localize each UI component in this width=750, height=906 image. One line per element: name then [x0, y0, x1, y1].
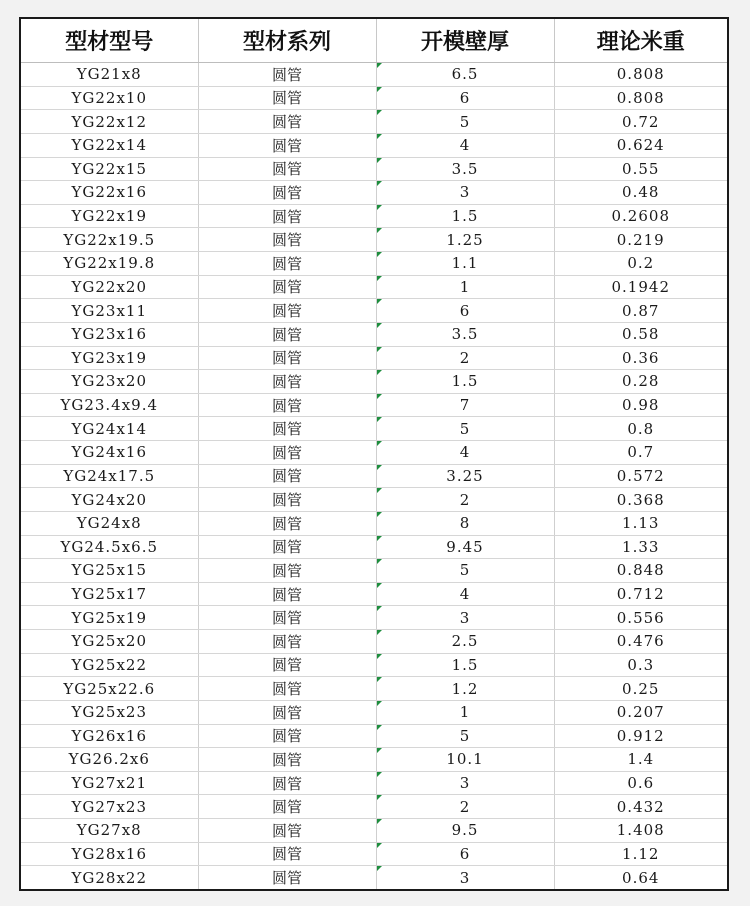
cell-weight-per-meter[interactable]: 0.808 [554, 63, 727, 87]
cell-series[interactable]: 圆管 [198, 370, 376, 394]
cell-series[interactable]: 圆管 [198, 724, 376, 748]
cell-wall-thickness[interactable]: 1.2 [376, 677, 554, 701]
cell-series[interactable]: 圆管 [198, 110, 376, 134]
header-weight-per-meter: 理论米重 [554, 19, 727, 63]
cell-weight-per-meter[interactable]: 0.8 [554, 417, 727, 441]
cell-model[interactable]: YG25x23 [21, 700, 198, 724]
cell-weight-per-meter[interactable]: 0.25 [554, 677, 727, 701]
table-row [21, 795, 727, 819]
cell-wall-thickness[interactable]: 6 [376, 86, 554, 110]
cell-wall-thickness[interactable]: 8 [376, 511, 554, 535]
table-row [21, 275, 727, 299]
cell-model[interactable]: YG24.5x6.5 [21, 535, 198, 559]
cell-model[interactable]: YG25x20 [21, 630, 198, 654]
cell-series[interactable]: 圆管 [198, 630, 376, 654]
cell-wall-thickness[interactable]: 2 [376, 795, 554, 819]
cell-series[interactable]: 圆管 [198, 653, 376, 677]
cell-series[interactable]: 圆管 [198, 819, 376, 843]
cell-weight-per-meter[interactable]: 0.556 [554, 606, 727, 630]
cell-weight-per-meter[interactable]: 0.368 [554, 488, 727, 512]
cell-weight-per-meter[interactable]: 1.12 [554, 842, 727, 866]
cell-series[interactable]: 圆管 [198, 748, 376, 772]
cell-series[interactable]: 圆管 [198, 677, 376, 701]
cell-wall-thickness[interactable]: 3.5 [376, 322, 554, 346]
table-row [21, 228, 727, 252]
cell-wall-thickness[interactable]: 1.25 [376, 228, 554, 252]
cell-weight-per-meter[interactable]: 0.98 [554, 393, 727, 417]
cell-model[interactable]: YG28x22 [21, 866, 198, 889]
cell-wall-thickness[interactable]: 3.25 [376, 464, 554, 488]
cell-wall-thickness[interactable]: 3 [376, 771, 554, 795]
cell-series[interactable]: 圆管 [198, 606, 376, 630]
cell-model[interactable]: YG24x20 [21, 488, 198, 512]
header-model: 型材型号 [21, 19, 198, 63]
table-row [21, 110, 727, 134]
header-wall-thickness: 开模壁厚 [376, 19, 554, 63]
profile-spec-table [21, 19, 727, 889]
cell-series[interactable]: 圆管 [198, 133, 376, 157]
cell-weight-per-meter[interactable]: 1.4 [554, 748, 727, 772]
table-body [21, 63, 727, 889]
cell-series[interactable]: 圆管 [198, 157, 376, 181]
table-row [21, 606, 727, 630]
cell-series[interactable]: 圆管 [198, 511, 376, 535]
cell-weight-per-meter[interactable]: 1.408 [554, 819, 727, 843]
cell-series[interactable]: 圆管 [198, 582, 376, 606]
cell-wall-thickness[interactable]: 5 [376, 417, 554, 441]
cell-wall-thickness[interactable]: 2 [376, 488, 554, 512]
cell-weight-per-meter[interactable]: 0.2608 [554, 204, 727, 228]
cell-weight-per-meter[interactable]: 0.432 [554, 795, 727, 819]
cell-wall-thickness[interactable]: 2.5 [376, 630, 554, 654]
table-row [21, 582, 727, 606]
cell-wall-thickness[interactable]: 6 [376, 299, 554, 323]
cell-weight-per-meter[interactable]: 0.28 [554, 370, 727, 394]
cell-weight-per-meter[interactable]: 0.808 [554, 86, 727, 110]
cell-model[interactable]: YG22x19 [21, 204, 198, 228]
cell-wall-thickness[interactable]: 5 [376, 110, 554, 134]
cell-series[interactable]: 圆管 [198, 488, 376, 512]
cell-wall-thickness[interactable]: 4 [376, 582, 554, 606]
cell-wall-thickness[interactable]: 7 [376, 393, 554, 417]
cell-weight-per-meter[interactable]: 0.207 [554, 700, 727, 724]
cell-series[interactable]: 圆管 [198, 535, 376, 559]
cell-model[interactable]: YG22x20 [21, 275, 198, 299]
cell-model[interactable]: YG26x16 [21, 724, 198, 748]
cell-weight-per-meter[interactable]: 0.3 [554, 653, 727, 677]
table-row [21, 653, 727, 677]
cell-model[interactable]: YG23x20 [21, 370, 198, 394]
cell-weight-per-meter[interactable]: 0.55 [554, 157, 727, 181]
table-row [21, 677, 727, 701]
table-row [21, 842, 727, 866]
table-row [21, 181, 727, 205]
cell-series[interactable]: 圆管 [198, 417, 376, 441]
cell-wall-thickness[interactable]: 4 [376, 133, 554, 157]
cell-series[interactable]: 圆管 [198, 441, 376, 465]
table-row [21, 441, 727, 465]
cell-weight-per-meter[interactable]: 0.7 [554, 441, 727, 465]
cell-model[interactable]: YG27x8 [21, 819, 198, 843]
cell-model[interactable]: YG27x23 [21, 795, 198, 819]
cell-series[interactable]: 圆管 [198, 275, 376, 299]
cell-wall-thickness[interactable]: 1.5 [376, 370, 554, 394]
cell-wall-thickness[interactable]: 4 [376, 441, 554, 465]
cell-series[interactable]: 圆管 [198, 204, 376, 228]
table-row [21, 370, 727, 394]
header-series: 型材系列 [198, 19, 376, 63]
cell-model[interactable]: YG22x19.8 [21, 252, 198, 276]
table-row [21, 771, 727, 795]
cell-model[interactable]: YG23x16 [21, 322, 198, 346]
cell-model[interactable]: YG28x16 [21, 842, 198, 866]
cell-model[interactable]: YG25x17 [21, 582, 198, 606]
cell-series[interactable]: 圆管 [198, 795, 376, 819]
cell-weight-per-meter[interactable]: 0.712 [554, 582, 727, 606]
cell-series[interactable]: 圆管 [198, 322, 376, 346]
cell-series[interactable]: 圆管 [198, 464, 376, 488]
cell-model[interactable]: YG23x19 [21, 346, 198, 370]
cell-model[interactable]: YG22x14 [21, 133, 198, 157]
cell-model[interactable]: YG25x19 [21, 606, 198, 630]
table-row [21, 630, 727, 654]
cell-series[interactable]: 圆管 [198, 393, 376, 417]
table-row [21, 866, 727, 889]
cell-weight-per-meter[interactable]: 0.36 [554, 346, 727, 370]
cell-weight-per-meter[interactable]: 0.87 [554, 299, 727, 323]
cell-weight-per-meter[interactable]: 0.572 [554, 464, 727, 488]
cell-series[interactable]: 圆管 [198, 86, 376, 110]
header-row [21, 19, 727, 63]
cell-wall-thickness[interactable]: 6.5 [376, 63, 554, 87]
table-row [21, 417, 727, 441]
cell-wall-thickness[interactable]: 1.5 [376, 653, 554, 677]
table-row [21, 559, 727, 583]
table-row [21, 488, 727, 512]
cell-model[interactable]: YG22x10 [21, 86, 198, 110]
cell-wall-thickness[interactable]: 3.5 [376, 157, 554, 181]
cell-model[interactable]: YG24x14 [21, 417, 198, 441]
cell-model[interactable]: YG27x21 [21, 771, 198, 795]
cell-weight-per-meter[interactable]: 0.624 [554, 133, 727, 157]
cell-weight-per-meter[interactable]: 0.48 [554, 181, 727, 205]
table-row [21, 204, 727, 228]
table-row [21, 346, 727, 370]
cell-wall-thickness[interactable]: 9.5 [376, 819, 554, 843]
table-row [21, 511, 727, 535]
table-row [21, 133, 727, 157]
cell-weight-per-meter[interactable]: 0.219 [554, 228, 727, 252]
cell-series[interactable]: 圆管 [198, 346, 376, 370]
cell-weight-per-meter[interactable]: 0.64 [622, 868, 660, 887]
table-row [21, 63, 727, 87]
cell-weight-per-meter[interactable]: 0.1942 [554, 275, 727, 299]
cell-wall-thickness[interactable]: 5 [376, 559, 554, 583]
cell-wall-thickness[interactable]: 1.1 [376, 252, 554, 276]
cell-series[interactable]: 圆管 [198, 63, 376, 87]
cell-weight-per-meter[interactable]: 0.6 [554, 771, 727, 795]
table-row [21, 86, 727, 110]
table-row [21, 819, 727, 843]
cell-model[interactable]: YG25x22.6 [21, 677, 198, 701]
cell-model[interactable]: YG21x8 [21, 63, 198, 87]
cell-series[interactable]: 圆管 [198, 228, 376, 252]
cell-model[interactable]: YG25x22 [21, 653, 198, 677]
cell-model[interactable]: YG23x11 [21, 299, 198, 323]
table-row [21, 157, 727, 181]
cell-weight-per-meter[interactable]: 1.13 [554, 511, 727, 535]
cell-weight-per-meter[interactable]: 0.2 [554, 252, 727, 276]
table-row [21, 464, 727, 488]
cell-wall-thickness[interactable]: 5 [376, 724, 554, 748]
cell-weight-per-meter[interactable]: 0.912 [554, 724, 727, 748]
table-row [21, 393, 727, 417]
spreadsheet-table-frame [19, 17, 729, 891]
cell-model[interactable]: YG22x15 [21, 157, 198, 181]
cell-series[interactable]: 圆管 [198, 866, 376, 889]
cell-series[interactable]: 圆管 [198, 842, 376, 866]
cell-wall-thickness[interactable]: 9.45 [376, 535, 554, 559]
cell-model[interactable]: YG25x15 [21, 559, 198, 583]
table-row [21, 700, 727, 724]
cell-model[interactable]: YG22x12 [21, 110, 198, 134]
cell-wall-thickness[interactable]: 3 [376, 181, 554, 205]
cell-model[interactable]: YG24x16 [21, 441, 198, 465]
cell-series[interactable]: 圆管 [198, 252, 376, 276]
cell-weight-per-meter[interactable]: 0.72 [554, 110, 727, 134]
cell-weight-per-meter[interactable]: 0.476 [554, 630, 727, 654]
table-row [21, 252, 727, 276]
table-row [21, 299, 727, 323]
cell-series[interactable]: 圆管 [198, 181, 376, 205]
cell-wall-thickness[interactable]: 1 [376, 275, 554, 299]
cell-model[interactable]: YG22x16 [21, 181, 198, 205]
cell-weight-per-meter[interactable]: 0.848 [554, 559, 727, 583]
cell-series[interactable]: 圆管 [198, 771, 376, 795]
table-row [21, 748, 727, 772]
cell-wall-thickness[interactable]: 1 [376, 700, 554, 724]
cell-series[interactable]: 圆管 [198, 299, 376, 323]
table-row [21, 322, 727, 346]
cell-wall-thickness[interactable]: 10.1 [376, 748, 554, 772]
cell-model[interactable]: YG26.2x6 [21, 748, 198, 772]
cell-model[interactable]: YG23.4x9.4 [21, 393, 198, 417]
table-row [21, 724, 727, 748]
cell-wall-thickness[interactable]: 6 [376, 842, 554, 866]
cell-weight-per-meter[interactable]: 1.33 [554, 535, 727, 559]
cell-model[interactable]: YG24x17.5 [21, 464, 198, 488]
cell-model[interactable]: YG24x8 [21, 511, 198, 535]
table-row [21, 535, 727, 559]
cell-weight-per-meter[interactable]: 0.58 [554, 322, 727, 346]
cell-wall-thickness[interactable]: 3 [376, 606, 554, 630]
cell-series[interactable]: 圆管 [198, 559, 376, 583]
cell-model[interactable]: YG22x19.5 [21, 228, 198, 252]
cell-wall-thickness[interactable]: 3 [376, 866, 554, 889]
cell-series[interactable]: 圆管 [198, 700, 376, 724]
cell-wall-thickness[interactable]: 1.5 [376, 204, 554, 228]
cell-wall-thickness[interactable]: 2 [376, 346, 554, 370]
